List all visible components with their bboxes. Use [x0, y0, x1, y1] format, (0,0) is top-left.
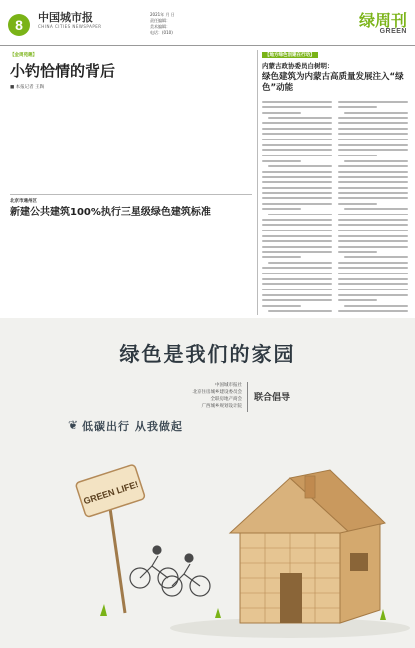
text-line [338, 171, 408, 173]
text-line [338, 262, 408, 264]
text-line [262, 299, 332, 301]
text-line [338, 246, 408, 248]
text-line [338, 203, 377, 205]
text-line [262, 278, 332, 280]
masthead [0, 0, 415, 46]
text-line [338, 133, 408, 135]
public-service-ad [0, 318, 415, 648]
story3-col-1 [262, 100, 332, 312]
text-line [262, 187, 332, 189]
text-line [262, 240, 332, 242]
text-line [262, 176, 332, 178]
text-line [262, 128, 332, 130]
text-line [338, 128, 408, 130]
house-chimney [305, 476, 315, 498]
text-line [262, 101, 332, 103]
text-line [262, 171, 332, 173]
text-line [338, 106, 377, 108]
house-window [350, 553, 368, 571]
story2-tag: 北京市通州区 [10, 199, 37, 204]
masthead-meta [150, 12, 230, 36]
text-line [338, 235, 408, 237]
text-line [338, 155, 377, 157]
story2-col-1 [10, 224, 87, 312]
text-line [338, 294, 408, 296]
ad-org: 全联房地产商会 [210, 397, 242, 402]
story2-body [10, 224, 252, 312]
text-line [262, 246, 332, 248]
text-line [262, 256, 301, 258]
story3-col-2 [338, 100, 408, 312]
text-line [344, 208, 408, 210]
story1-col-2 [93, 94, 170, 190]
text-line [262, 144, 332, 146]
section-title-en: GREEN [379, 28, 407, 35]
story3-body [262, 100, 408, 312]
text-line [344, 160, 408, 162]
sign-text: GREEN LIFE! [82, 479, 140, 507]
text-line [338, 117, 408, 119]
page-number-badge: 8 [8, 14, 30, 36]
text-line [344, 256, 408, 258]
house-door [280, 573, 302, 623]
text-line [268, 117, 332, 119]
story2-headline: 新建公共建筑100%执行三星级绿色建筑标准 [10, 207, 211, 218]
text-line [262, 160, 301, 162]
text-line [262, 251, 332, 253]
text-line [338, 181, 408, 183]
story1-body [10, 94, 252, 190]
text-line [262, 133, 332, 135]
text-line [338, 122, 408, 124]
text-line [262, 305, 301, 307]
text-line [338, 219, 408, 221]
text-line [338, 251, 377, 253]
column-divider [257, 50, 258, 315]
text-line [338, 283, 408, 285]
text-line [262, 219, 332, 221]
text-line [262, 283, 332, 285]
text-line [262, 149, 332, 151]
ad-org: 中国城市报社 [215, 383, 242, 388]
story2-col-3 [175, 224, 252, 312]
wooden-house [230, 470, 385, 623]
text-line [338, 192, 408, 194]
story3-kicker: 内蒙古政协委员白树明： [262, 62, 334, 70]
text-line [262, 289, 332, 291]
meta-line: 电话：(010) [150, 30, 173, 35]
story1-headline: 小钓恰情的背后 [10, 62, 116, 80]
text-line [344, 305, 408, 307]
text-line [338, 149, 408, 151]
text-line [338, 267, 408, 269]
text-line [262, 273, 332, 275]
text-line [338, 101, 408, 103]
text-line [262, 181, 332, 183]
text-line [338, 289, 408, 291]
text-line [262, 294, 332, 296]
text-line [262, 203, 332, 205]
section-title: 绿周刊 [358, 11, 407, 30]
text-line [338, 144, 408, 146]
text-line [338, 310, 408, 312]
text-line [262, 197, 332, 199]
ad-organizations [132, 382, 242, 410]
meta-line: 美术编辑： [150, 24, 170, 29]
story1-col-1 [10, 94, 87, 190]
text-line [338, 197, 408, 199]
story1-col-3 [175, 94, 252, 190]
text-line [262, 112, 301, 114]
story3-headline: 绿色建筑为内蒙古高质量发展注入“绿色”动能 [262, 72, 404, 93]
ad-joint-label: 联合倡导 [254, 393, 291, 403]
cyclists [130, 546, 210, 596]
ad-slogan: 低碳出行 从我做起 [82, 420, 183, 433]
text-line [262, 267, 332, 269]
text-line [268, 214, 332, 216]
ad-title: 绿色是我们的家园 [119, 342, 296, 366]
text-line [262, 224, 332, 226]
text-line [262, 155, 332, 157]
text-line [268, 165, 332, 167]
text-line [268, 310, 332, 312]
text-line [262, 208, 301, 210]
meta-line: 责任编辑： [150, 18, 170, 23]
sign-board [75, 464, 145, 517]
story-separator [10, 194, 252, 195]
story1-tag: 【金周苑趣】 [10, 53, 37, 58]
paper-subtitle: CHINA CITIES NEWSPAPER [38, 24, 102, 29]
text-line [338, 214, 408, 216]
text-line [338, 176, 408, 178]
sign-post [110, 508, 125, 613]
ad-divider [247, 382, 248, 412]
text-line [338, 278, 408, 280]
text-line [262, 235, 332, 237]
text-line [338, 165, 408, 167]
ad-illustration [0, 438, 415, 648]
text-line [262, 192, 332, 194]
text-line [262, 230, 332, 232]
text-line [338, 299, 377, 301]
leaf-icon: ❦ [68, 418, 79, 432]
story2-col-2 [93, 224, 170, 312]
ad-org: 北京住房城乡建设委员会 [192, 390, 242, 395]
text-line [338, 139, 408, 141]
text-line [262, 106, 332, 108]
story1-byline: ■ 本报记者 王陶 [10, 85, 45, 90]
text-line [262, 139, 332, 141]
text-line [338, 187, 408, 189]
text-line [268, 262, 332, 264]
text-line [262, 122, 332, 124]
paper-name: 中国城市报 [38, 11, 93, 24]
text-line [338, 230, 408, 232]
text-line [338, 273, 408, 275]
story3-tag: 【地方绿色创建在行动】 [262, 52, 318, 58]
text-line [338, 240, 408, 242]
ad-org: 广西城乡规划设计院 [201, 404, 242, 409]
meta-line: 2021年 月 日 [150, 12, 175, 17]
text-line [344, 112, 408, 114]
text-line [338, 224, 408, 226]
